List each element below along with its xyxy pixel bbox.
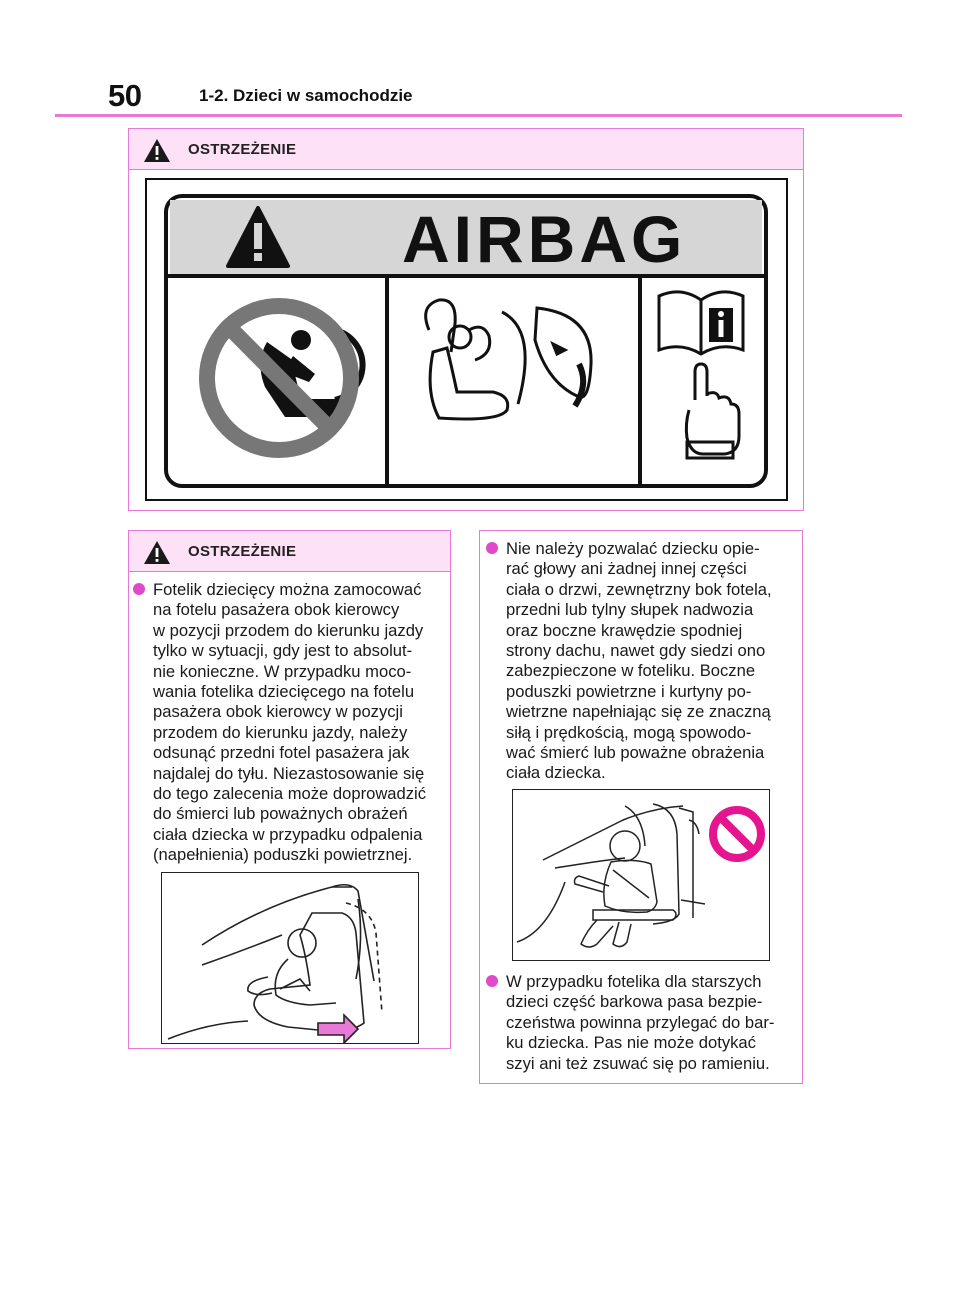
header-rule (55, 114, 902, 117)
bullet-icon (133, 583, 145, 595)
top-warning-box (128, 128, 804, 511)
section-title: 1-2. Dzieci w samochodzie (199, 86, 413, 105)
left-warning-box (128, 530, 451, 1049)
warning-label: OSTRZEŻENIE (188, 141, 297, 158)
page-number: 50 (108, 78, 142, 113)
warning-label: OSTRZEŻENIE (188, 543, 297, 560)
front-seat-child-seat-illustration (161, 872, 419, 1044)
page-header (0, 0, 960, 118)
warning-header (129, 531, 450, 572)
warning-paragraph: Fotelik dziecięcy można zamocować na fotelu pasażera obok kierowcy w pozycji przodem do kierunku jazdy tylko w sytuacji, gdy jest to absolut- nie konieczne. W przypadku moco- wania fotelika dziecięcego na fotelu pasażera obok kierowcy w pozycji przodem do kierunku jazdy, należy odsunąć przedni fotel pasażera jak najdalej do tyłu. Niezastosowanie się do tego zalecenia może doprowadzić do śmierci lub poważnych obrażeń ciała dziecka w przypadku odpalenia (napełnienia) poduszki powietrznej. (153, 580, 448, 866)
bullet-icon (486, 975, 498, 987)
warning-triangle-icon (143, 138, 171, 163)
airbag-title: AIRBAG (402, 202, 687, 276)
rear-seat-booster-illustration (512, 789, 770, 961)
warning-header (129, 129, 803, 170)
airbag-sticker (145, 178, 788, 501)
right-info-box (479, 530, 803, 1084)
bullet-icon (486, 542, 498, 554)
info-paragraph-1: Nie należy pozwalać dziecku opie- rać głowy ani żadnej innej części ciała o drzwi, zewnętrzny bok fotela, przedni lub tylny słupek nadwozia oraz boczne krawędzie spodniej strony dachu, nawet gdy siedzi ono zabezpieczone w foteliku. Boczne poduszki powietrzne i kurtyny po- wietrzne napełniając się ze znaczną siłą i prędkością, mogą spowodo- wać śmierć lub poważne obrażenia ciała dziecka. (506, 539, 800, 784)
warning-triangle-icon (143, 540, 171, 565)
info-paragraph-2: W przypadku fotelika dla starszych dzieci część barkowa pasa bezpie- czeństwa powinna przylegać do bar- ku dziecka. Pas nie może dotykać szyi ani też zsuwać się po ramieniu. (506, 972, 800, 1074)
